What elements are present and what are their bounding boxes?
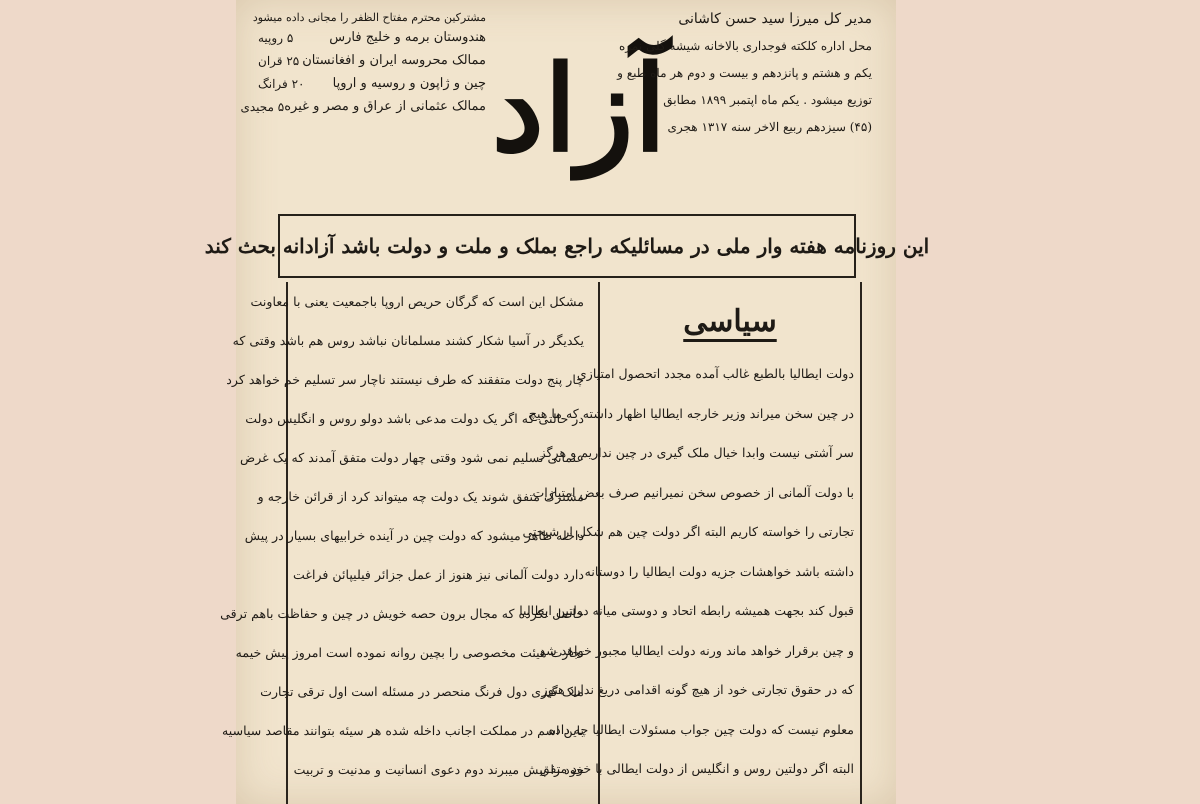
column-heading: سیاسی [683,304,777,339]
text-line: عثمانی تسلیم نمی شود وقتی چهار دولت متفق آمدند که یک غرض [240,450,584,465]
issue-hijri-date: (۴۵) سیزدهم ربیع الاخر سنه ۱۳۱۷ هجری [667,120,872,134]
newspaper-title: آزاد [491,38,667,178]
text-line: داشته باشد خواهشات جزیه دولت ایطالیا را دوستانه [584,563,854,579]
editor-line: مدیر کل میرزا سید حسن کاشانی [678,11,872,27]
subscription-price: ۵ روپیه [258,30,294,45]
text-line: حاصل نکرده که مجال برون حصه خویش در چین و حفاظت باهم ترقی [220,606,584,621]
text-line: تجارتی را خواسته کاریم البته اگر دولت چین هم شکل ار شیحتی [522,524,854,539]
subscription-row [258,72,486,95]
motto-banner: این روزنامه هفته وار ملی در مسائلیکه راجع بملک و ملت و دولت باشد آزادانه بحث کند [278,214,856,278]
text-line: با دولت آلمانی از خصوص سخن نمیرانیم صرف بعض امتیازات [532,484,854,500]
text-line: قبول کند بجهت همیشه رابطه اتحاد و دوستی میانه دولتین ایطالیا [519,603,854,618]
subscription-region: ممالک عثمانی از عراق و مصر و غیره [284,99,486,114]
text-line: مشکل این است که گرگان حریص اروپا باجمعیت یعنی با معاونت [250,294,584,309]
subscription-price: ۵ مجیدی [240,99,285,114]
text-line: یکدیگر در آسیا شکار کشند مسلمانان نباشد روس هم باشد وقتی که [232,333,584,348]
subscription-region: ممالک محروسه ایران و افغانستان [302,53,486,68]
subscription-price: ۲۰ فرانگ [258,76,305,91]
text-line: داخله ظاهر میشود که دولت چین در آینده خرابیهای بسیار در پیش [244,528,584,543]
subscription-row [258,26,486,49]
issue-date: توزیع میشود . یکم ماه اپتمبر ۱۸۹۹ مطابق [663,93,872,107]
text-line: ملک گیری دول فرنگ منحصر در مسئله است اول ترقی تجارت [260,684,584,699]
article-column [220,282,590,804]
text-line: باین اسم در مملکت اجانب داخله شده هر سیئه بتوانند مقاصد سیاسیه [222,723,584,738]
subscription-block [240,8,486,118]
text-line: دارد دولت آلمانی نیز هنوز از عمل جزائر فیلیپائن فراغت [293,567,584,582]
subscription-region: چین و ژاپون و روسیه و اروپا [332,76,486,91]
text-line: تجارت هیئت مخصوصی را بچین روانه نموده است امروز پیش خیمه [235,645,584,660]
text-line: و چین برقرار خواهد ماند ورنه دولت ایطالیا مجبور خواهد شد [539,642,854,658]
text-line: در حالتی که اگر یک دولت مدعی باشد دولو روس و انگلیس دولت [245,411,584,426]
subscription-row [258,49,486,72]
politics-column [519,282,862,804]
subscription-region: هندوستان برمه و خلیج فارس [329,30,486,45]
newspaper-page [204,0,930,804]
text-line: خود را پیش میبرند دوم دعوی انسانیت و مدنیت و تربیت [293,762,584,777]
text-line: که در حقوق تجارتی خود از هیچ گونه اقدامی دریغ ندارد هنوز [541,682,854,697]
publication-schedule: یکم و هشتم و پانزدهم و بیست و دوم هر ماه طبع و [617,66,872,80]
subscription-price: ۲۵ قران [258,53,300,68]
text-line: البته اگر دولتین روس و انگلیس از دولت ایطالی با خود متفق [539,761,854,776]
subscription-header: مشترکین محترم مفتاح الظفر را مجانی داده میشود [252,10,486,24]
text-line: معلوم نیست که دولت چین جواب مسئولات ایطالیا چه داده [548,721,854,737]
text-line: مشترک متفق شوند یک دولت چه میتواند کرد از قرائن خارجه و [257,489,584,504]
office-address: محل اداره کلکته فوجداری بالاخانه شیشه گلی نمره [619,39,872,53]
text-line: چار پنج دولت متفقند که طرف نیستند ناچار سر تسلیم خم خواهد کرد [226,372,584,387]
text-line: سر آشتی نیست وابدا خیال ملک گیری در چین نداریم و هرگز [539,445,854,460]
text-line: در چین سخن میراند وزیر خارجه ایطالیا اظهار داشته که ما هیچ [528,405,854,421]
publication-info [617,6,872,141]
text-line: دولت ایطالیا بالطبع غالب آمده مجدد اتحصول امتیازی [576,366,854,381]
subscription-row [240,95,486,118]
